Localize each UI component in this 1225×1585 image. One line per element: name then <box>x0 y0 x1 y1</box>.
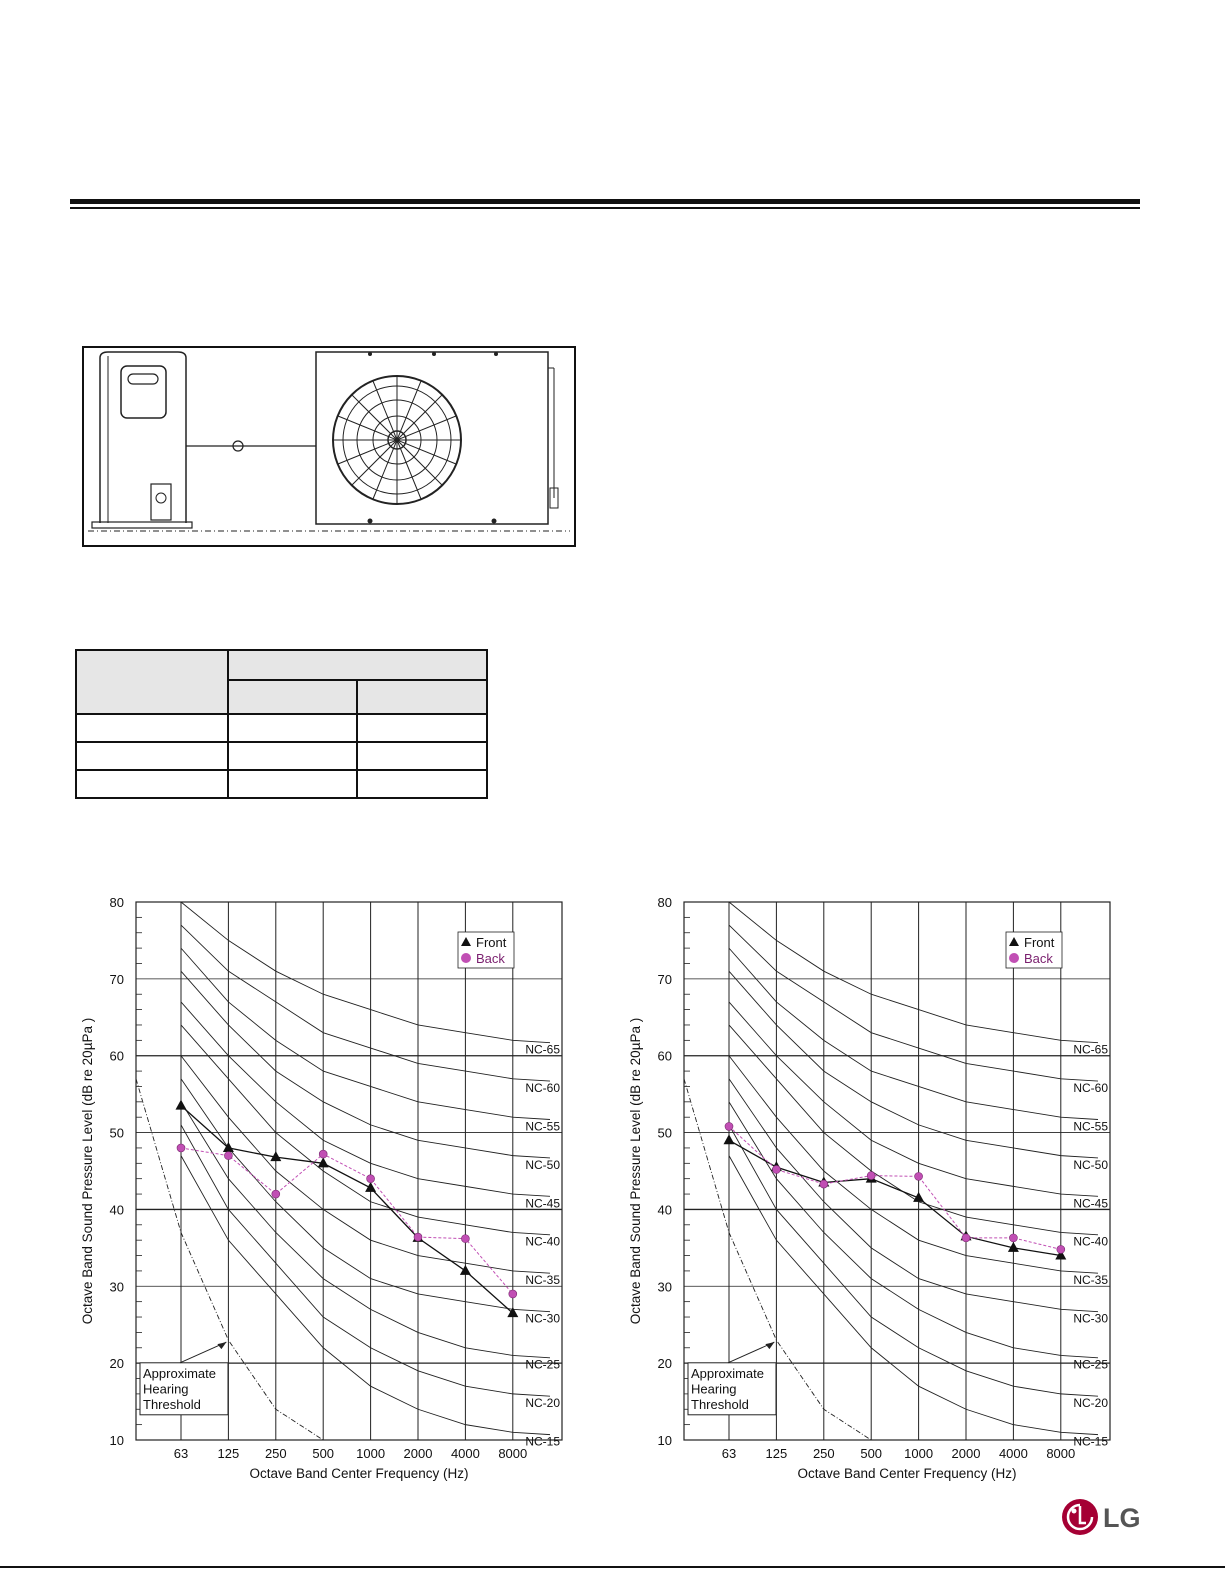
nc-curve-label: NC-50 <box>525 1157 560 1172</box>
outdoor-unit-drawing <box>84 348 574 545</box>
table-cell <box>357 742 487 770</box>
nc-curve-label: NC-65 <box>525 1042 560 1057</box>
x-tick-label: 63 <box>173 1446 189 1461</box>
nc-curve-label: NC-60 <box>525 1080 560 1095</box>
x-tick-label: 8000 <box>498 1446 528 1461</box>
x-tick-label: 125 <box>765 1446 788 1461</box>
lg-logo-mark <box>1060 1497 1142 1537</box>
threshold-label-word: Approximate <box>691 1365 764 1381</box>
nc-chart-right-svg <box>618 888 1138 1488</box>
data-point-back <box>867 1172 875 1180</box>
nc-curve-label: NC-20 <box>1073 1396 1108 1411</box>
table-cell <box>357 714 487 742</box>
table-row <box>76 742 487 770</box>
outdoor-unit-diagram <box>82 346 576 547</box>
x-axis-label: Octave Band Center Frequency (Hz) <box>249 1466 469 1481</box>
nc-curve-label: NC-35 <box>1073 1273 1108 1288</box>
legend-marker <box>1009 953 1019 963</box>
x-tick-label: 63 <box>721 1446 737 1461</box>
table-cell <box>228 714 357 742</box>
table-header-cell <box>228 650 487 680</box>
nc-chart-left-svg <box>70 888 590 1488</box>
table-header-cell <box>76 650 228 714</box>
y-tick-label: 60 <box>109 1048 124 1064</box>
data-point-back <box>272 1190 280 1198</box>
data-point-back <box>177 1144 185 1152</box>
nc-curve-label: NC-25 <box>1073 1357 1108 1372</box>
x-tick-label: 250 <box>264 1446 287 1461</box>
plot-frame <box>684 902 1110 1440</box>
data-point-back <box>1009 1234 1017 1242</box>
data-point-back <box>414 1233 422 1241</box>
nc-curve-label: NC-55 <box>1073 1119 1108 1134</box>
x-tick-label: 8000 <box>1046 1446 1076 1461</box>
y-axis-label: Octave Band Sound Pressure Level (dB re 20µPa ) <box>80 1017 95 1325</box>
data-point-back <box>772 1165 780 1173</box>
data-point-back <box>915 1172 923 1180</box>
table-cell <box>228 742 357 770</box>
nc-chart-right <box>618 888 1138 1493</box>
x-tick-label: 2000 <box>403 1446 433 1461</box>
x-tick-label: 1000 <box>904 1446 934 1461</box>
nc-curve-label: NC-55 <box>525 1119 560 1134</box>
data-point-back <box>1057 1245 1065 1253</box>
y-tick-label: 40 <box>657 1202 672 1218</box>
x-tick-label: 1000 <box>356 1446 386 1461</box>
legend-label: Back <box>476 951 505 966</box>
y-tick-label: 10 <box>657 1433 672 1448</box>
table-header-cell <box>357 680 487 714</box>
legend-label: Front <box>1024 935 1055 950</box>
plot-frame <box>136 902 562 1440</box>
footer-rule <box>0 1566 1225 1568</box>
logo-text: LG <box>1103 1503 1141 1533</box>
data-point-back <box>962 1234 970 1242</box>
nc-curve-label: NC-20 <box>525 1396 560 1411</box>
y-tick-label: 70 <box>657 971 672 987</box>
threshold-label-word: Threshold <box>143 1396 201 1412</box>
nc-curve-label: NC-60 <box>1073 1080 1108 1095</box>
nc-curve-label: NC-45 <box>1073 1196 1108 1211</box>
legend-marker <box>461 953 471 963</box>
y-axis-label: Octave Band Sound Pressure Level (dB re 20µPa ) <box>628 1017 643 1325</box>
table-header-cell <box>228 680 357 714</box>
table-cell <box>228 770 357 798</box>
nc-curve-label: NC-40 <box>1073 1234 1108 1249</box>
y-tick-label: 20 <box>109 1356 124 1372</box>
y-tick-label: 10 <box>109 1433 124 1448</box>
y-tick-label: 80 <box>109 895 124 910</box>
threshold-label-word: Approximate <box>143 1365 216 1381</box>
x-tick-label: 250 <box>812 1446 835 1461</box>
table-row <box>76 714 487 742</box>
y-tick-label: 30 <box>109 1279 124 1295</box>
y-tick-label: 20 <box>657 1356 672 1372</box>
sound-data-table <box>75 649 488 799</box>
threshold-label-word: Hearing <box>691 1381 737 1397</box>
table-cell <box>76 770 228 798</box>
nc-chart-left <box>70 888 590 1493</box>
table-cell <box>76 742 228 770</box>
nc-curve-label: NC-50 <box>1073 1157 1108 1172</box>
y-tick-label: 30 <box>657 1279 672 1295</box>
nc-curve-label: NC-40 <box>525 1234 560 1249</box>
lg-logo <box>1060 1497 1142 1537</box>
data-point-back <box>367 1175 375 1183</box>
header-rule-thin <box>70 207 1140 209</box>
x-tick-label: 4000 <box>450 1446 480 1461</box>
x-tick-label: 125 <box>217 1446 240 1461</box>
y-tick-label: 40 <box>109 1202 124 1218</box>
legend-label: Front <box>476 935 507 950</box>
table-row <box>76 770 487 798</box>
data-point-back <box>725 1122 733 1130</box>
threshold-label-word: Threshold <box>691 1396 749 1412</box>
x-axis-label: Octave Band Center Frequency (Hz) <box>797 1466 1017 1481</box>
nc-curve-label: NC-15 <box>525 1434 560 1449</box>
data-point-back <box>319 1150 327 1158</box>
y-tick-label: 80 <box>657 895 672 910</box>
header-rule-thick <box>70 199 1140 204</box>
nc-curve-label: NC-30 <box>1073 1311 1108 1326</box>
legend-label: Back <box>1024 951 1053 966</box>
nc-curve-label: NC-25 <box>525 1357 560 1372</box>
y-tick-label: 60 <box>657 1048 672 1064</box>
x-tick-label: 2000 <box>951 1446 981 1461</box>
y-tick-label: 50 <box>109 1125 124 1141</box>
nc-curve-label: NC-65 <box>1073 1042 1108 1057</box>
data-point-back <box>820 1180 828 1188</box>
x-tick-label: 500 <box>312 1446 335 1461</box>
threshold-label-word: Hearing <box>143 1381 189 1397</box>
data-point-back <box>461 1235 469 1243</box>
nc-curve-label: NC-35 <box>525 1273 560 1288</box>
nc-curve-label: NC-15 <box>1073 1434 1108 1449</box>
table-cell <box>357 770 487 798</box>
data-point-back <box>224 1152 232 1160</box>
y-tick-label: 70 <box>109 971 124 987</box>
x-tick-label: 4000 <box>998 1446 1028 1461</box>
data-point-back <box>509 1290 517 1298</box>
nc-curve-label: NC-30 <box>525 1311 560 1326</box>
nc-curve-label: NC-45 <box>525 1196 560 1211</box>
table-cell <box>76 714 228 742</box>
y-tick-label: 50 <box>657 1125 672 1141</box>
x-tick-label: 500 <box>860 1446 883 1461</box>
